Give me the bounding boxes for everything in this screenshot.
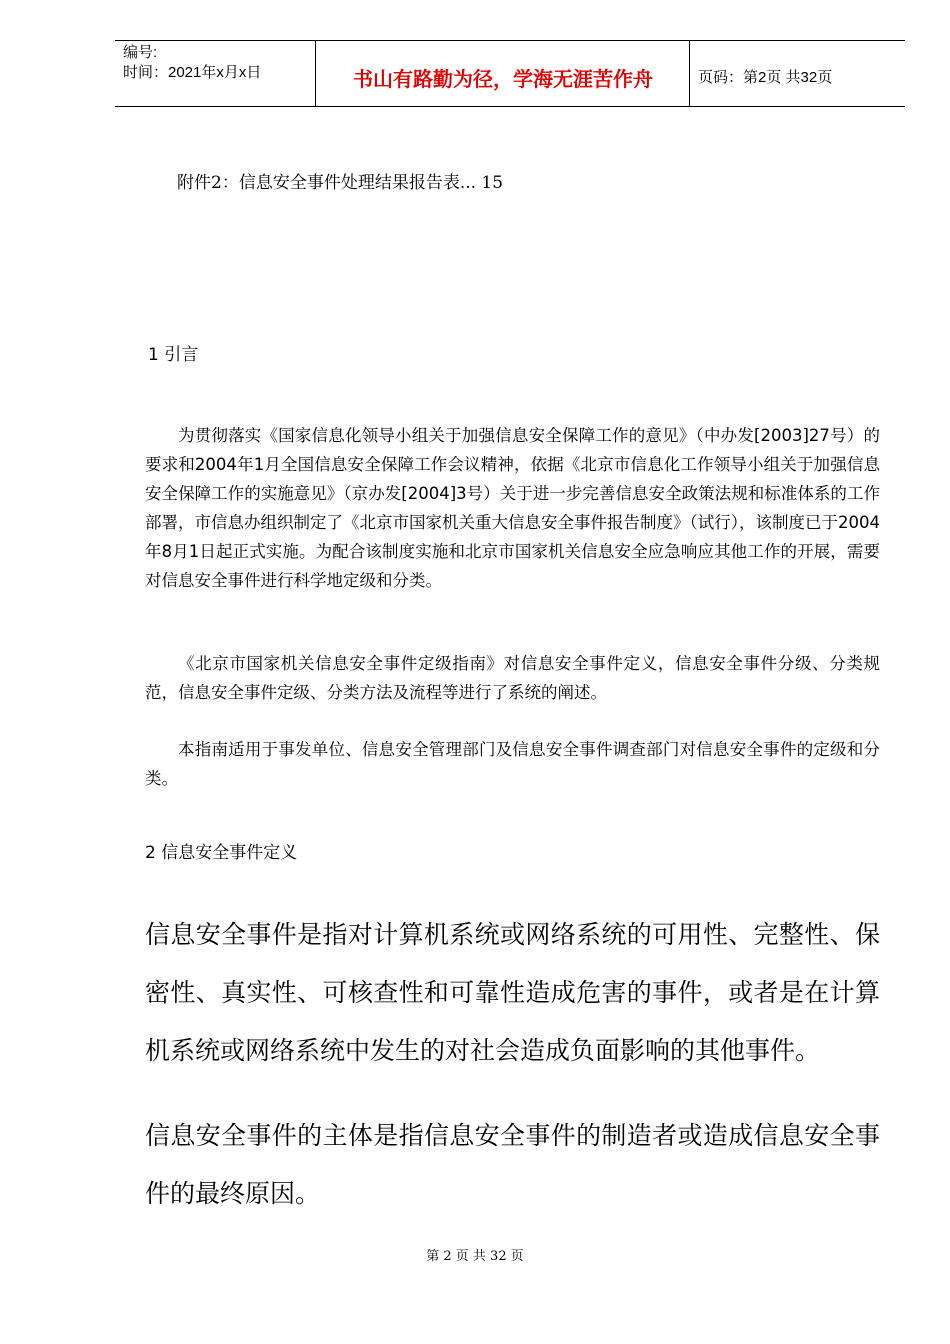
paragraph: 本指南适用于事发单位、信息安全管理部门及信息安全事件调查部门对信息安全事件的定级和分类。 (145, 740, 880, 788)
section-1-heading: 1 引言 (148, 345, 199, 365)
header-divider (315, 40, 316, 107)
header-top-rule (115, 40, 905, 41)
time-label: 时间：2021年x月x日 (123, 64, 262, 81)
header-meta (123, 43, 261, 83)
section-2-heading: 2 信息安全事件定义 (145, 843, 298, 863)
definition-paragraph: 信息安全事件是指对计算机系统或网络系统的可用性、完整性、保密性、真实性、可核查性和可靠性造成危害的事件，或者是在计算机系统或网络系统中发生的对社会造成负面影响的其他事件。 (145, 920, 880, 1065)
page-info: 页码：第2页 共32页 (698, 69, 833, 86)
page-header (115, 40, 905, 107)
paragraph: 《北京市国家机关信息安全事件定级指南》对信息安全事件定义，信息安全事件分级、分类规范，信息安全事件定级、分类方法及流程等进行了系统的阐述。 (145, 654, 880, 702)
motto: 书山有路勤为径，学海无涯苦作舟 (353, 67, 653, 91)
number-label: 编号: (123, 44, 158, 61)
toc-entry: 附件2：信息安全事件处理结果报告表... 15 (177, 173, 504, 193)
header-bottom-rule (115, 106, 905, 107)
paragraph: 为贯彻落实《国家信息化领导小组关于加强信息安全保障工作的意见》（中办发[2003]27号）的要求和2004年1月全国信息安全保障工作会议精神，依据《北京市信息化工作领导小组关于加强信息安全保障工作的实施意见》（京办发[2004]3号）关于进一步完善信息安全政策法规和标准体系的工作部署，市信息办组织制定了《北京市国家机关重大信息安全事件报告制度》（试行），该制度已于2004年8月1日起正式实施。为配合该制度实施和北京市国家机关信息安全应急响应其他工作的开展，需要对信息安全事件进行科学地定级和分类。 (145, 426, 880, 590)
header-divider (689, 40, 690, 107)
page-footer: 第 2 页 共 32 页 (426, 1249, 524, 1264)
definition-paragraph: 信息安全事件的主体是指信息安全事件的制造者或造成信息安全事件的最终原因。 (145, 1121, 880, 1208)
